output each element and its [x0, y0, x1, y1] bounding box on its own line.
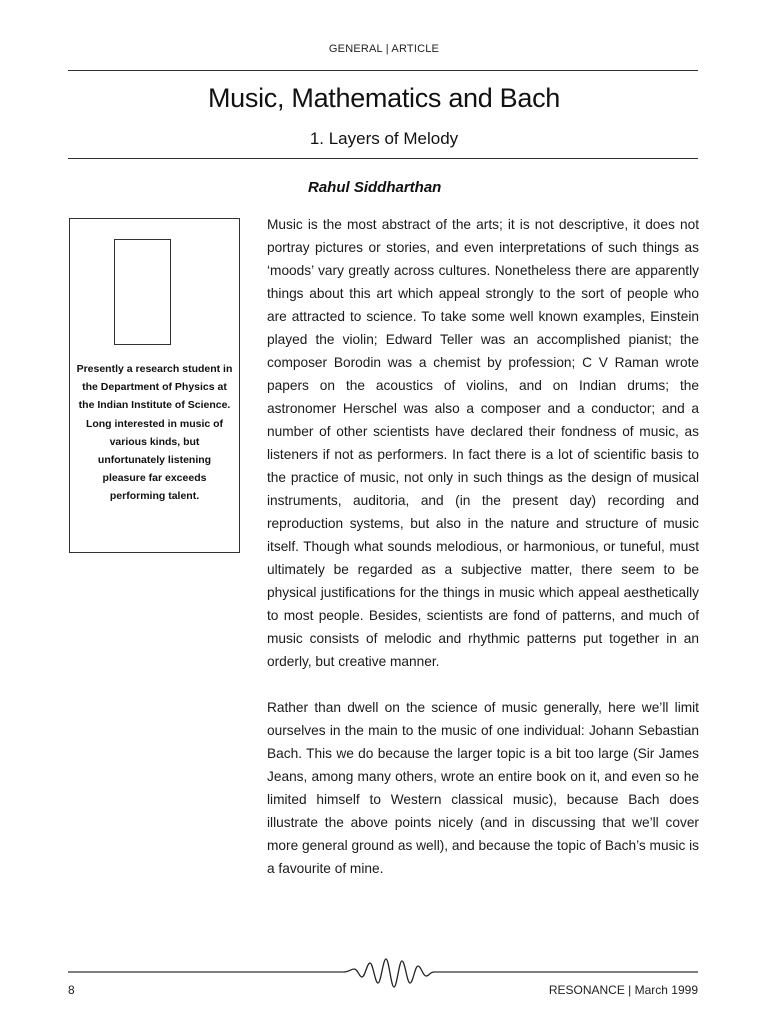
header-section-label: GENERAL | ARTICLE: [328, 43, 440, 55]
article-subtitle: 1. Layers of Melody: [309, 129, 459, 148]
body-paragraph-1: Music is the most abstract of the arts; it is not descriptive, it does not portray pictures or stories, and even interpretations of such things as ‘moods’ vary greatly across cultures. Nonetheless there are apparently things about this art which appeal strongly to the sort of people who are attracted to science. To take some well known examples, Einstein played the violin; Edward Teller was an accomplished pianist; the composer Borodin was a chemist by profession; C V Raman wrote papers on the acoustics of violins, and on Indian drums; the astronomer Herschel was also a composer and a conductor; and a number of other scientists have declared their fondness of music, as listeners if not as performers. In fact there is a lot of scientific basis to the practice of music, not only in such things as the design of musical instruments, auditoria, and (in the present day) recording and reproduction systems, but also in the nature and structure of music itself. Though what sounds melodious, or harmonious, or tuneful, must ultimately be regarded as a subjective matter, there seem to be physical justifications for the things in music which appeal aesthetically to most people. Besides, scientists are fond of patterns, and much of music consists of melodic and rhythmic patterns put together in an orderly, but creative manner.: [267, 217, 699, 669]
author-sidebar: [69, 218, 240, 553]
title-rule: [68, 158, 698, 159]
author-bio: Presently a research student in the Department of Physics at the Indian Institute of Science. Long interested in music of various kinds, but unfortunately listening pleasure far exceeds performing talent.: [76, 363, 233, 503]
article-body: [267, 213, 699, 880]
page-number: 8: [68, 983, 75, 997]
header-rule: [68, 70, 698, 71]
journal-issue-label: RESONANCE | March 1999: [548, 983, 698, 997]
article-title: Music, Mathematics and Bach: [207, 83, 561, 113]
body-paragraph-2: Rather than dwell on the science of music generally, here we’ll limit ourselves in the main to the music of one individual: Johann Sebastian Bach. This we do because the larger topic is a bit too large (Sir James Jeans, among many others, wrote an entire book on it, and even so he limited himself to Western classical music), because Bach does illustrate the above points nicely (and in discussing that we’ll cover more general ground as well), and because the topic of Bach’s music is a favourite of mine.: [267, 700, 699, 876]
author-name: Rahul Siddharthan: [308, 179, 442, 196]
author-photo-placeholder: [114, 239, 171, 345]
